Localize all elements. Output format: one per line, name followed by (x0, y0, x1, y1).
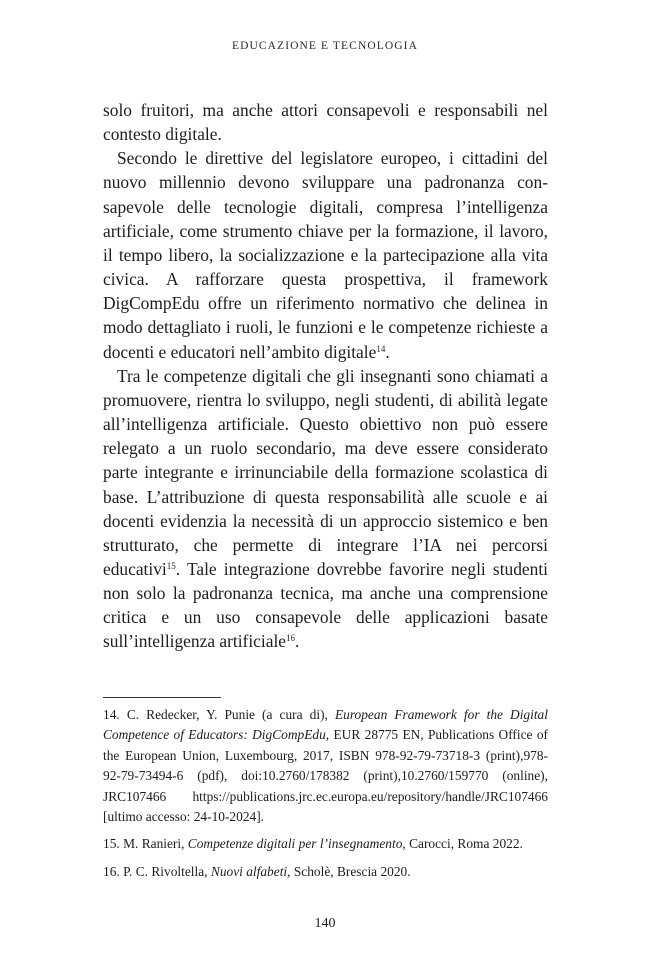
paragraph-2 (103, 146, 548, 363)
footnote-16-rest: , Scholè, Brescia 2020. (287, 863, 411, 879)
paragraph-3 (103, 364, 548, 654)
footnote-14-rest: , EUR 28775 EN, Publications Office of the European Union, Luxembourg, 2017, ISBN 978-92-79-73718-3 (print),978-92-79-73494-6 (pdf), doi:10.2760/178382 (print),10.2760/159770 (online), JRC107466 https://publications.jrc.ec.europa.eu/repository/handle/JRC107466 [ultimo accesso: 24-10-2024]. (103, 727, 548, 825)
footnote-15 (103, 834, 548, 854)
footnote-15-rest: , Carocci, Roma 2022. (402, 836, 523, 852)
footnote-16-prefix: 16. P. C. Rivoltella, (103, 863, 211, 879)
main-text (103, 98, 548, 654)
paragraph-2-text: Secondo le direttive del legislatore europeo, i cittadini del nuovo millennio devono sviluppare una padronanza consapevole delle tecnologie digitali, compresa l’intelligenza artificiale, come strumento chiave per la formazione, il lavoro, il tempo libero, la socializzazione e la partecipazione alla vita civica. A rafforzare questa prospettiva, il framework DigCompEdu offre un riferimento normativo che delinea in modo dettagliato i ruoli, le funzioni e le competenze richieste a docenti e educatori nell’ambito digitale (103, 148, 548, 362)
footnotes (103, 705, 548, 889)
page-number: 140 (314, 916, 336, 931)
footnote-14-prefix: 14. C. Redecker, Y. Punie (a cura di), (103, 707, 335, 722)
footnote-16 (103, 862, 548, 882)
paragraph-3-text-b: . Tale integrazione dovrebbe favorire negli studenti non solo la padronanza tecnica, ma anche una comprensione critica e un uso consapevole delle applicazioni basate sull’intelligenza artificiale (103, 558, 548, 652)
footnote-separator (103, 697, 221, 698)
paragraph-2-end: . (385, 341, 390, 362)
footnote-ref-15[interactable]: 15 (166, 560, 176, 571)
paragraph-3-end: . (295, 631, 300, 652)
paragraph-1: solo fruitori, ma anche attori consapevoli e responsabili nel contesto digitale. (103, 100, 548, 145)
footnote-ref-14[interactable]: 14 (376, 343, 386, 354)
footnote-14-title: European Framework for the Digital Competence of Educators: DigCompEdu (103, 707, 548, 743)
footnote-ref-16[interactable]: 16 (286, 633, 296, 644)
paragraph-3-text-a: Tra le competenze digitali che gli insegnanti sono chiamati a promuovere, rientra lo sviluppo, negli studenti, di abilità legate all’intelligenza artificiale. Questo obiettivo non può essere relegato a un ruolo secondario, ma deve essere considerato parte integrante e irrinunciabile della formazione scolastica di base. L’attribuzione di questa responsabilità alle scuole e ai docenti evidenzia la necessità di un approccio sistemico e ben strutturato, che permette di integrare l’IA nei percorsi educativi (103, 365, 548, 579)
footnote-15-title: Competenze digitali per l’insegnamento (187, 836, 403, 852)
running-header: EDUCAZIONE E TECNOLOGIA (231, 40, 419, 52)
footnote-15-prefix: 15. M. Ranieri, (103, 836, 188, 852)
footnote-14 (103, 705, 548, 827)
footnote-16-title: Nuovi alfabeti (210, 863, 288, 879)
